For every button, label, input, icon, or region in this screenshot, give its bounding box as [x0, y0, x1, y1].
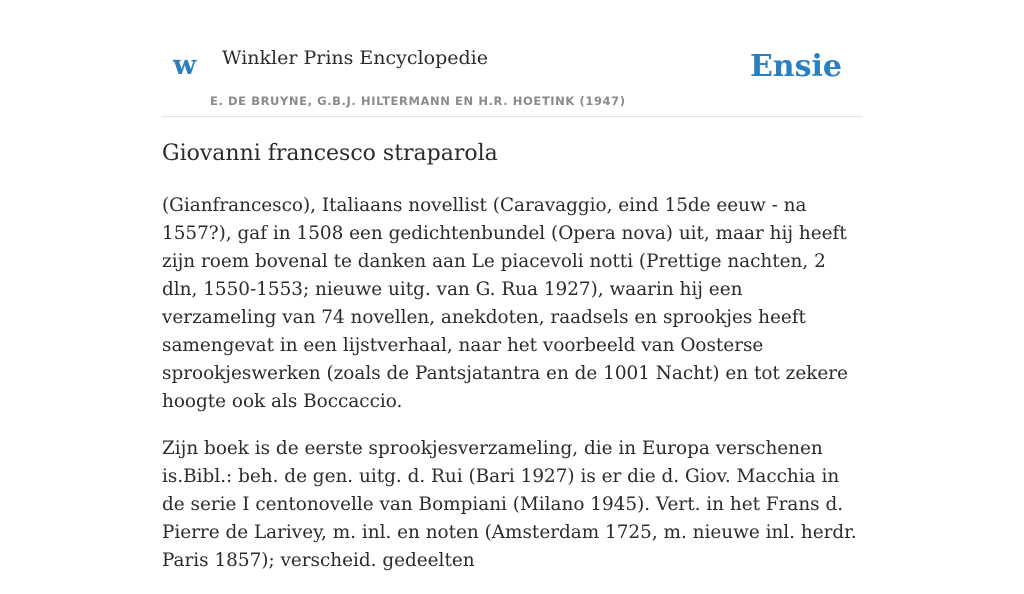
source-logo[interactable]: w: [173, 50, 197, 81]
article-body: [162, 192, 862, 594]
source-title[interactable]: Winkler Prins Encyclopedie: [222, 47, 488, 69]
brand-logo[interactable]: Ensie: [749, 49, 842, 84]
page-container: [162, 0, 862, 571]
article-paragraph: Zijn boek is de eerste sprookjesverzameling, die in Europa verschenen is.Bibl.: beh. de gen. uitg. d. Rui (Bari 1927) is er die d. Giov. Macchia in de serie I centonovelle van Bompiani (Milano 1945). Vert. in het Frans d. Pierre de Larivey, m. inl. en noten (Amsterdam 1725, m. nieuwe inl. herdr. Paris 1857); verscheid. gedeelten: [162, 438, 857, 571]
article-title: Giovanni francesco straparola: [162, 141, 498, 166]
article-paragraph: (Gianfrancesco), Italiaans novellist (Caravaggio, eind 15de eeuw - na 1557?), gaf in 1508 een gedichtenbundel (Opera nova) uit, maar hij heeft zijn roem bovenal te danken aan Le piacevoli notti (Prettige nachten, 2 dln, 1550-1553; nieuwe uitg. van G. Rua 1927), waarin hij een verzameling van 74 novellen, anekdoten, raadsels en sprookjes heeft samengevat in een lijstverhaal, naar het voorbeeld van Oosterse sprookjeswerken (zoals de Pantsjatantra en de 1001 Nacht) en tot zekere hoogte ook als Boccaccio.: [162, 195, 848, 412]
source-header: [162, 0, 862, 117]
source-authors: E. DE BRUYNE, G.B.J. HILTERMANN EN H.R. HOETINK (1947): [210, 94, 626, 108]
